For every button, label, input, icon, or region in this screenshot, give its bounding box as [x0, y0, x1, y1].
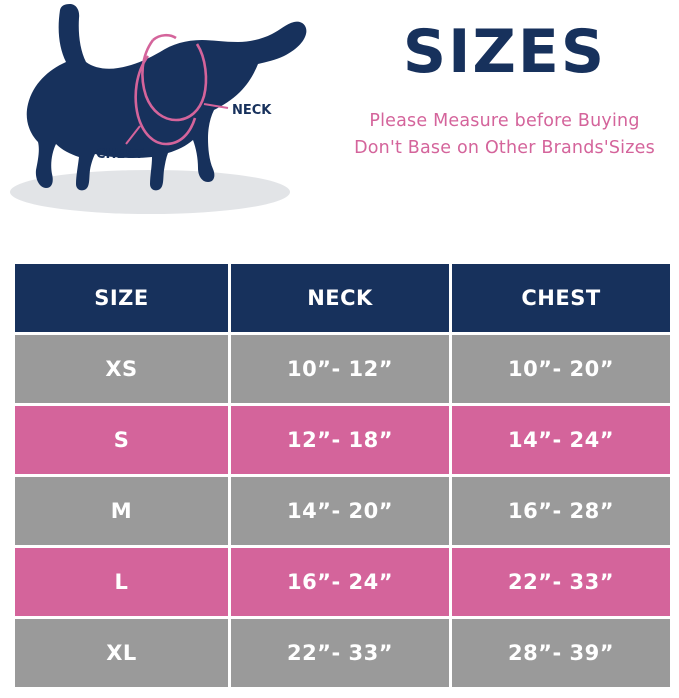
table-header — [15, 264, 670, 334]
cell-chest: 14”- 24” — [451, 405, 671, 476]
cell-neck: 16”- 24” — [230, 547, 451, 618]
neck-label-text: NECK — [232, 103, 272, 118]
cell-neck: 14”- 20” — [230, 476, 451, 547]
cell-chest: 10”- 20” — [451, 334, 671, 405]
table-body — [15, 334, 670, 688]
column-header-neck: NECK — [230, 264, 451, 334]
cell-size: L — [15, 547, 230, 618]
header-section — [0, 0, 679, 258]
cell-neck: 10”- 12” — [230, 334, 451, 405]
table-row — [15, 618, 670, 688]
cell-neck: 22”- 33” — [230, 618, 451, 688]
cell-size: M — [15, 476, 230, 547]
table-header-row — [15, 264, 670, 334]
subtitle-line-1: Please Measure before Buying — [369, 111, 640, 131]
table-row — [15, 547, 670, 618]
table-row — [15, 405, 670, 476]
subtitle-block — [330, 108, 679, 162]
chest-label-text: CHEST — [96, 147, 144, 162]
table-row — [15, 334, 670, 405]
heading-block — [330, 0, 679, 235]
cell-chest: 22”- 33” — [451, 547, 671, 618]
cell-size: S — [15, 405, 230, 476]
subtitle-line-2: Don't Base on Other Brands'Sizes — [354, 138, 655, 159]
cell-size: XL — [15, 618, 230, 688]
column-header-chest: CHEST — [451, 264, 671, 334]
column-header-size: SIZE — [15, 264, 230, 334]
table-row — [15, 476, 670, 547]
dog-silhouette-shape — [27, 4, 307, 190]
cell-chest: 16”- 28” — [451, 476, 671, 547]
size-table — [15, 264, 670, 687]
cell-neck: 12”- 18” — [230, 405, 451, 476]
dog-illustration — [0, 0, 330, 235]
cell-chest: 28”- 39” — [451, 618, 671, 688]
cell-size: XS — [15, 334, 230, 405]
page-title: SIZES — [402, 17, 607, 87]
